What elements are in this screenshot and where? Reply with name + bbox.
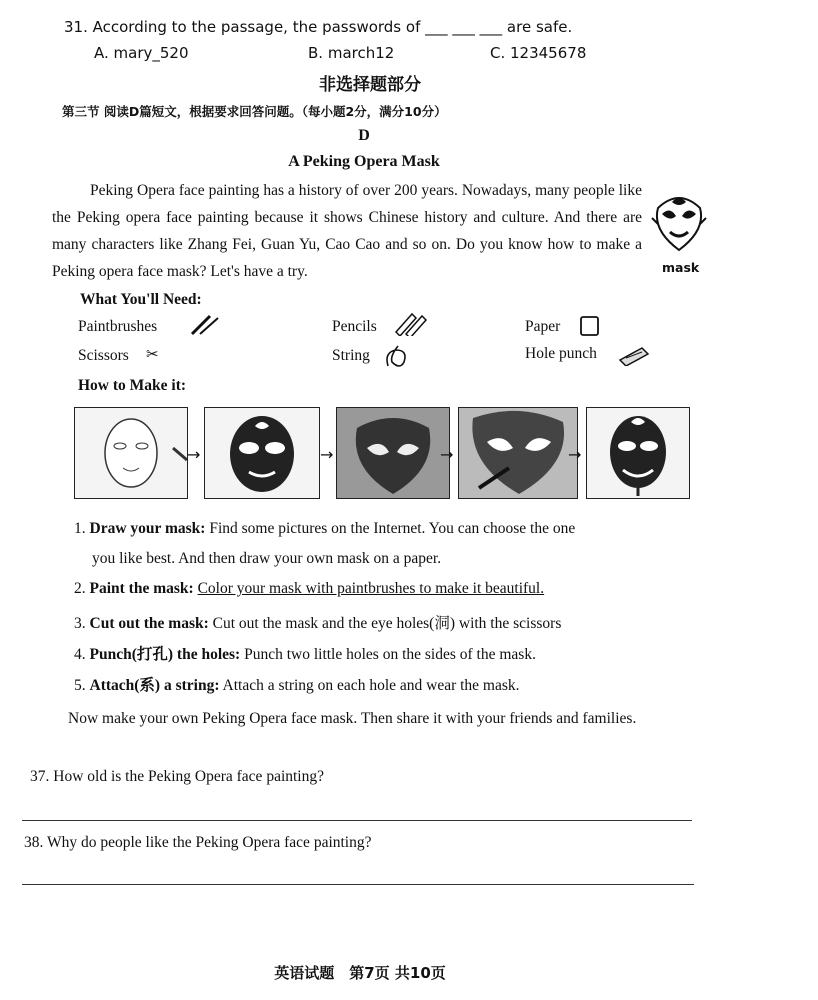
step-1-cont: you like best. And then draw your own mask on a paper.: [92, 550, 442, 567]
question-37: 37. How old is the Peking Opera face painting?: [30, 768, 324, 785]
string-icon: [382, 342, 412, 370]
tool-scissors: Scissors: [78, 347, 129, 364]
step-1: [74, 520, 575, 538]
intro-text: Peking Opera face painting has a history of over 200 years. Nowadays, many people like the Peking opera face painting because it shows Chinese history and culture. And there are many characters like Zhang Fei, Guan Yu, Cao Cao and so on. Do you know how to make a Peking opera face mask? Let's have a try.: [52, 182, 642, 280]
option-b: B. march12: [308, 44, 395, 62]
arrow-4: →: [568, 445, 582, 464]
step-2-label: Paint the mask:: [89, 580, 194, 597]
passage-letter: D: [358, 127, 370, 144]
step-4-punching: [458, 407, 578, 499]
step-2: [74, 580, 544, 598]
option-c: C. 12345678: [490, 44, 587, 62]
intro-paragraph: [52, 177, 642, 285]
arrow-1: →: [187, 445, 201, 464]
answer-line-37[interactable]: [22, 820, 692, 821]
mask-label: mask: [662, 260, 700, 275]
step-4-text: Punch two little holes on the sides of the mask.: [244, 646, 536, 663]
make-heading: How to Make it:: [78, 377, 187, 394]
tool-string: String: [332, 347, 370, 364]
paintbrush-icon: [188, 312, 224, 336]
tool-hole-punch: Hole punch: [525, 345, 597, 362]
closing-text: Now make your own Peking Opera face mask. Then share it with your friends and families.: [68, 710, 637, 727]
step-3-cutting: [336, 407, 450, 499]
page-footer: 英语试题 第7页 共10页: [274, 964, 446, 982]
step-5-label: Attach(系) a string:: [89, 677, 220, 694]
section-title: 非选择题部分: [319, 75, 421, 95]
need-heading: What You'll Need:: [80, 291, 202, 308]
step-4: [74, 642, 536, 664]
step-1-label: Draw your mask:: [89, 520, 206, 537]
section-instruction: 第三节 阅读D篇短文，根据要求回答问题。（每小题2分，满分10分）: [62, 104, 447, 119]
paper-icon: [578, 314, 602, 338]
step-5-text: Attach a string on each hole and wear the mask.: [222, 677, 520, 694]
step-3: [74, 611, 561, 633]
step-1-text: Find some pictures on the Internet. You can choose the one: [209, 520, 576, 537]
step-5-finished: [586, 407, 690, 499]
step-3-text: Cut out the mask and the eye holes(洞) with the scissors: [212, 615, 562, 632]
opera-mask-icon: [648, 190, 710, 252]
question-38: 38. Why do people like the Peking Opera face painting?: [24, 834, 372, 851]
step-5: [74, 673, 520, 695]
tool-paper: Paper: [525, 318, 561, 335]
step-1-drawing: [74, 407, 188, 499]
step-2-num: 2.: [74, 580, 86, 597]
step-1-num: 1.: [74, 520, 86, 537]
tool-paintbrushes: Paintbrushes: [78, 318, 158, 335]
step-2-painting: [204, 407, 320, 499]
hole-punch-icon: [618, 344, 650, 366]
step-2-text: Color your mask with paintbrushes to make it beautiful.: [197, 580, 545, 597]
closing-paragraph: [30, 703, 700, 734]
answer-line-38[interactable]: [22, 884, 694, 885]
step-5-num: 5.: [74, 677, 86, 694]
question-31-stem: 31. According to the passage, the passwords of ___ ___ ___ are safe.: [64, 18, 573, 36]
steps-illustration: [72, 407, 690, 499]
arrow-2: →: [320, 445, 334, 464]
pencil-icon: [392, 310, 428, 336]
step-4-label: Punch(打孔) the holes:: [89, 646, 241, 663]
step-4-num: 4.: [74, 646, 86, 663]
option-a: A. mary_520: [94, 44, 189, 62]
arrow-3: →: [440, 445, 454, 464]
step-3-num: 3.: [74, 615, 86, 632]
tool-pencils: Pencils: [332, 318, 377, 335]
passage-title: A Peking Opera Mask: [288, 153, 440, 170]
step-3-label: Cut out the mask:: [89, 615, 209, 632]
scissors-icon: ✂: [146, 345, 159, 363]
